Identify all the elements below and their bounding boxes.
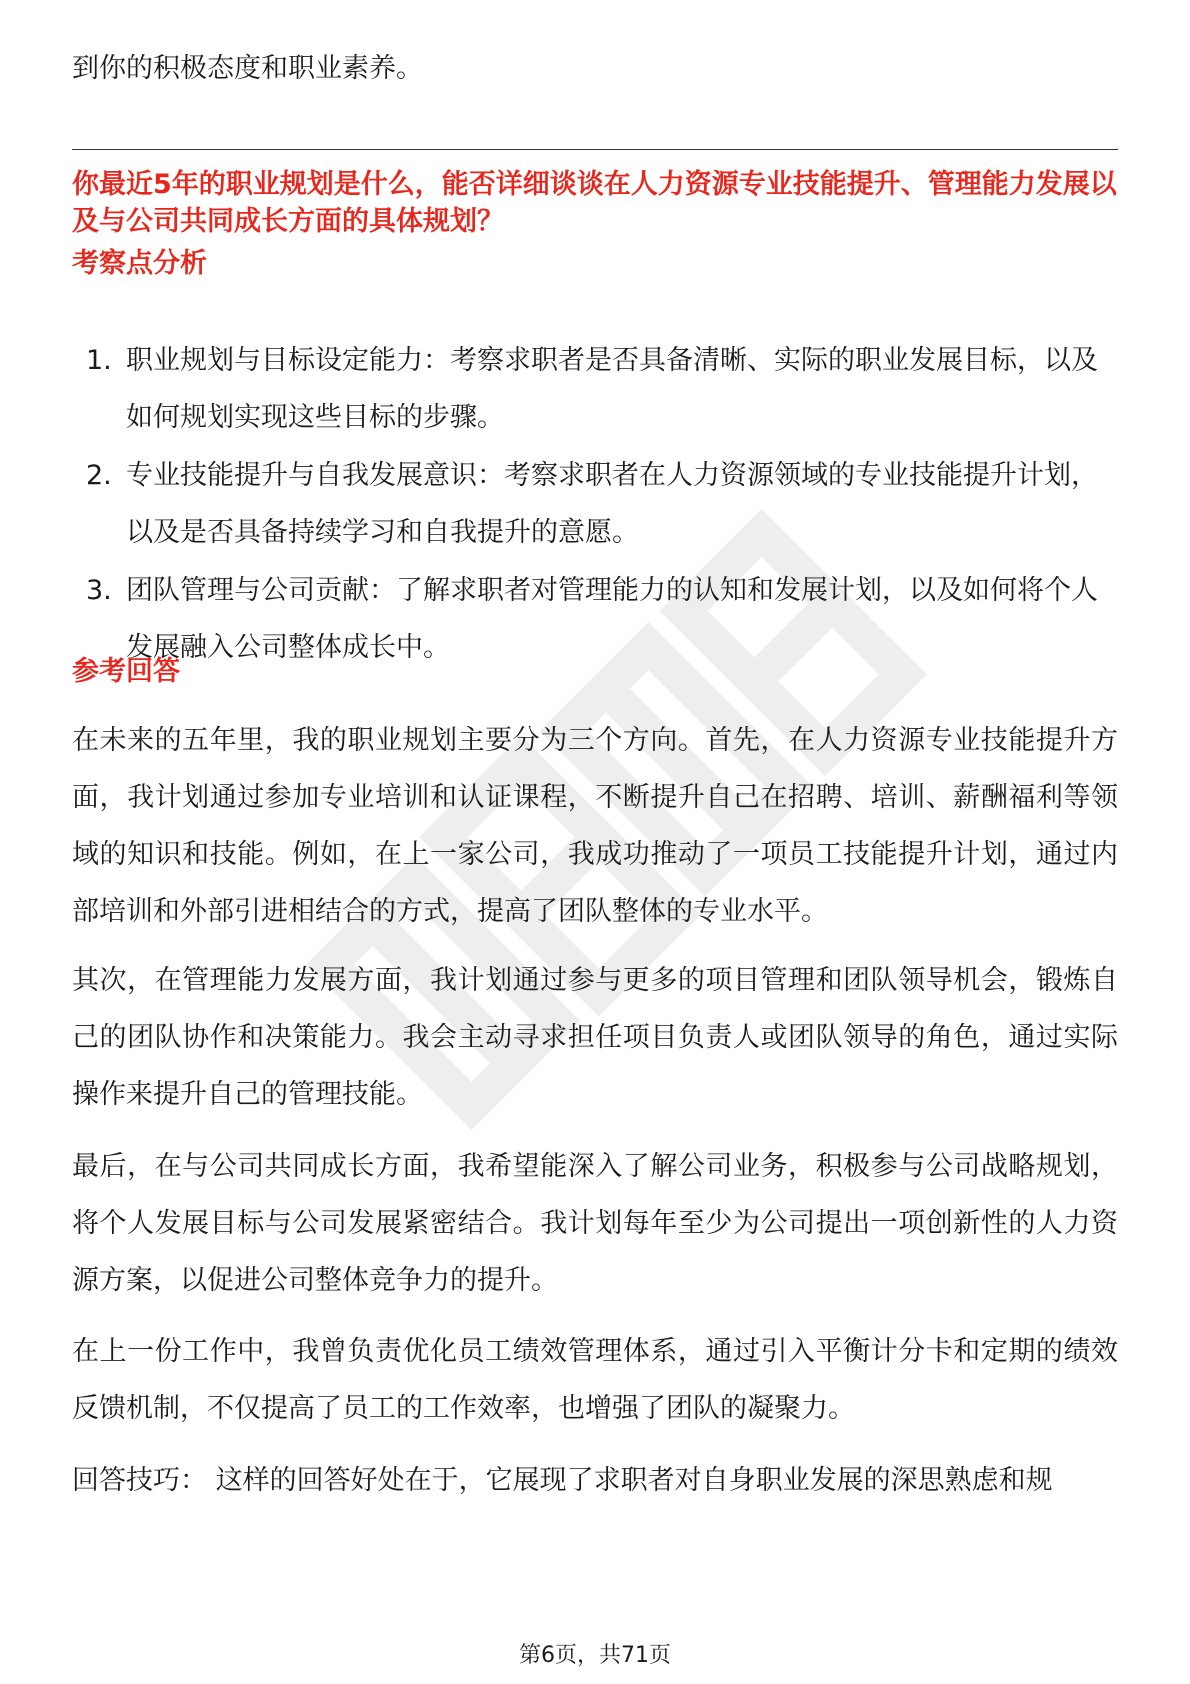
list-number: 2. [86, 460, 112, 491]
page-number-footer: 第6页，共71页 [519, 1643, 671, 1668]
analysis-item-text: 职业规划与目标设定能力：考察求职者是否具备清晰、实际的职业发展目标，以及如何规划实现这些目标的步骤。 [126, 345, 1098, 433]
analysis-item [72, 562, 1118, 676]
list-number: 1. [86, 345, 112, 376]
tips-paragraph: 回答技巧： 这样的回答好处在于，它展现了求职者对自身职业发展的深思熟虑和规 [72, 1465, 1053, 1496]
analysis-item-text: 专业技能提升与自我发展意识：考察求职者在人力资源领域的专业技能提升计划，以及是否具备持续学习和自我提升的意愿。 [126, 460, 1098, 548]
list-number: 3. [86, 575, 112, 606]
analysis-list [72, 332, 1118, 677]
analysis-heading: 考察点分析 [72, 248, 207, 279]
answer-heading: 参考回答 [72, 656, 180, 687]
section-divider [72, 149, 1118, 150]
answer-paragraph: 其次，在管理能力发展方面，我计划通过参与更多的项目管理和团队领导机会，锻炼自己的团队协作和决策能力。我会主动寻求担任项目负责人或团队领导的角色，通过实际操作来提升自己的管理技能。 [72, 965, 1118, 1110]
top-fragment-text: 到你的积极态度和职业素养。 [72, 53, 423, 84]
answer-paragraph: 在上一份工作中，我曾负责优化员工绩效管理体系，通过引入平衡计分卡和定期的绩效反馈机制，不仅提高了员工的工作效率，也增强了团队的凝聚力。 [72, 1336, 1118, 1424]
analysis-item [72, 332, 1118, 446]
question-title: 你最近5年的职业规划是什么，能否详细谈谈在人力资源专业技能提升、管理能力发展以及与公司共同成长方面的具体规划？ [72, 169, 1117, 237]
analysis-item-text: 团队管理与公司贡献：了解求职者对管理能力的认知和发展计划，以及如何将个人发展融入公司整体成长中。 [126, 575, 1098, 663]
answer-paragraph: 在未来的五年里，我的职业规划主要分为三个方向。首先，在人力资源专业技能提升方面，我计划通过参加专业培训和认证课程，不断提升自己在招聘、培训、薪酬福利等领域的知识和技能。例如，在上一家公司，我成功推动了一项员工技能提升计划，通过内部培训和外部引进相结合的方式，提高了团队整体的专业水平。 [72, 725, 1118, 927]
analysis-item [72, 447, 1118, 561]
answer-paragraph: 最后，在与公司共同成长方面，我希望能深入了解公司业务，积极参与公司战略规划，将个人发展目标与公司发展紧密结合。我计划每年至少为公司提出一项创新性的人力资源方案，以促进公司整体竞争力的提升。 [72, 1151, 1118, 1296]
